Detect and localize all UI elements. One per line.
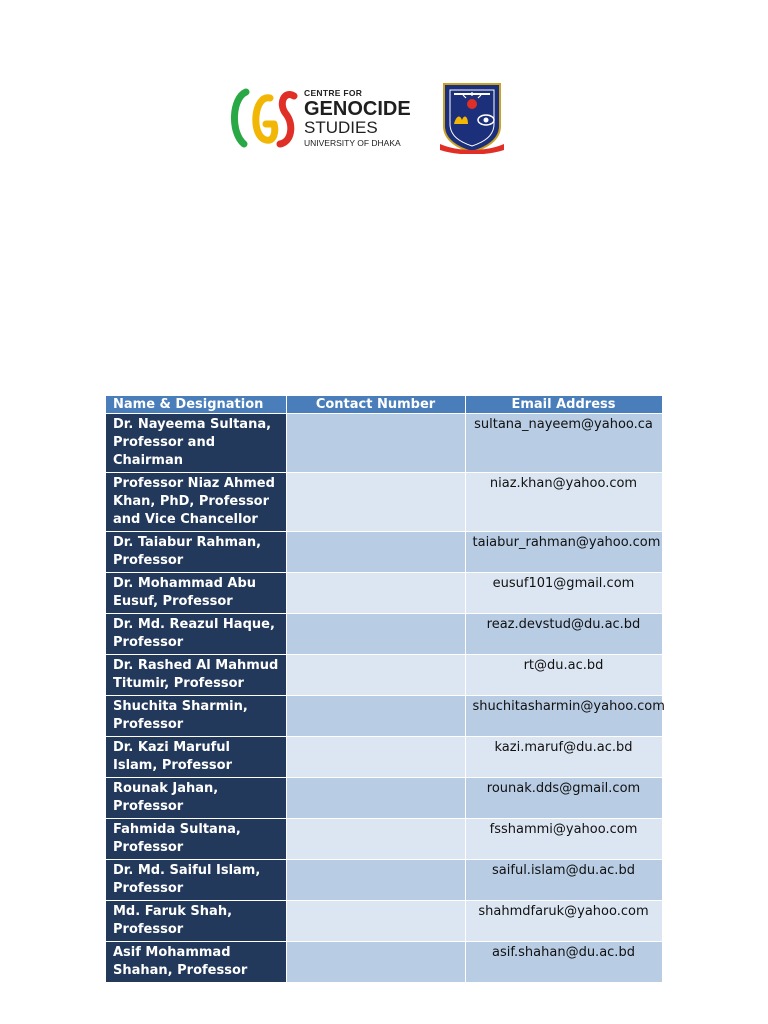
table-row: [106, 414, 662, 473]
email-address-cell: rt@du.ac.bd: [465, 655, 662, 696]
name-designation-cell: Shuchita Sharmin, Professor: [106, 696, 286, 737]
email-address-cell: rounak.dds@gmail.com: [465, 778, 662, 819]
cgs-logo-line1: CENTRE FOR: [304, 88, 363, 98]
cgs-logo-line2: GENOCIDE: [304, 98, 411, 120]
cgs-logo-line4: UNIVERSITY OF DHAKA: [304, 138, 401, 148]
table-row: [106, 696, 662, 737]
contact-number-cell: [286, 614, 465, 655]
email-address-cell: sultana_nayeem@yahoo.ca: [465, 414, 662, 473]
name-designation-cell: Dr. Nayeema Sultana, Professor and Chairman: [106, 414, 286, 473]
table-row: [106, 573, 662, 614]
header-name-designation: Name & Designation: [106, 396, 286, 414]
name-designation-cell: Professor Niaz Ahmed Khan, PhD, Professor and Vice Chancellor: [106, 473, 286, 532]
email-address-cell: fsshammi@yahoo.com: [465, 819, 662, 860]
contact-number-cell: [286, 819, 465, 860]
faculty-contact-table: [106, 396, 663, 983]
table-row: [106, 942, 662, 983]
email-address-cell: kazi.maruf@du.ac.bd: [465, 737, 662, 778]
header-email-address: Email Address: [465, 396, 662, 414]
table-row: [106, 778, 662, 819]
table-row: [106, 532, 662, 573]
table-row: [106, 860, 662, 901]
contact-number-cell: [286, 901, 465, 942]
name-designation-cell: Dr. Kazi Maruful Islam, Professor: [106, 737, 286, 778]
name-designation-cell: Fahmida Sultana, Professor: [106, 819, 286, 860]
table-header-row: [106, 396, 662, 414]
contact-number-cell: [286, 414, 465, 473]
email-address-cell: shuchitasharmin@yahoo.com: [465, 696, 662, 737]
cgs-logo-text: [304, 88, 434, 148]
contact-number-cell: [286, 737, 465, 778]
email-address-cell: niaz.khan@yahoo.com: [465, 473, 662, 532]
table-row: [106, 737, 662, 778]
cgs-logo-line3: STUDIES: [304, 118, 378, 137]
table-row: [106, 901, 662, 942]
cgs-logo-mark: [228, 86, 300, 150]
name-designation-cell: Dr. Md. Reazul Haque, Professor: [106, 614, 286, 655]
email-address-cell: saiful.islam@du.ac.bd: [465, 860, 662, 901]
header-logos: [228, 80, 518, 154]
name-designation-cell: Dr. Md. Saiful Islam, Professor: [106, 860, 286, 901]
table-row: [106, 655, 662, 696]
name-designation-cell: Rounak Jahan, Professor: [106, 778, 286, 819]
email-address-cell: asif.shahan@du.ac.bd: [465, 942, 662, 983]
email-address-cell: reaz.devstud@du.ac.bd: [465, 614, 662, 655]
table-row: [106, 614, 662, 655]
name-designation-cell: Dr. Mohammad Abu Eusuf, Professor: [106, 573, 286, 614]
email-address-cell: eusuf101@gmail.com: [465, 573, 662, 614]
table-row: [106, 473, 662, 532]
name-designation-cell: Dr. Taiabur Rahman, Professor: [106, 532, 286, 573]
email-address-cell: taiabur_rahman@yahoo.com: [465, 532, 662, 573]
contact-number-cell: [286, 655, 465, 696]
contact-number-cell: [286, 778, 465, 819]
contact-number-cell: [286, 532, 465, 573]
table-row: [106, 819, 662, 860]
contact-number-cell: [286, 573, 465, 614]
university-seal-icon: [438, 80, 506, 154]
email-address-cell: shahmdfaruk@yahoo.com: [465, 901, 662, 942]
contact-number-cell: [286, 942, 465, 983]
contact-number-cell: [286, 696, 465, 737]
header-contact-number: Contact Number: [286, 396, 465, 414]
name-designation-cell: Dr. Rashed Al Mahmud Titumir, Professor: [106, 655, 286, 696]
name-designation-cell: Asif Mohammad Shahan, Professor: [106, 942, 286, 983]
contact-number-cell: [286, 473, 465, 532]
name-designation-cell: Md. Faruk Shah, Professor: [106, 901, 286, 942]
contact-number-cell: [286, 860, 465, 901]
